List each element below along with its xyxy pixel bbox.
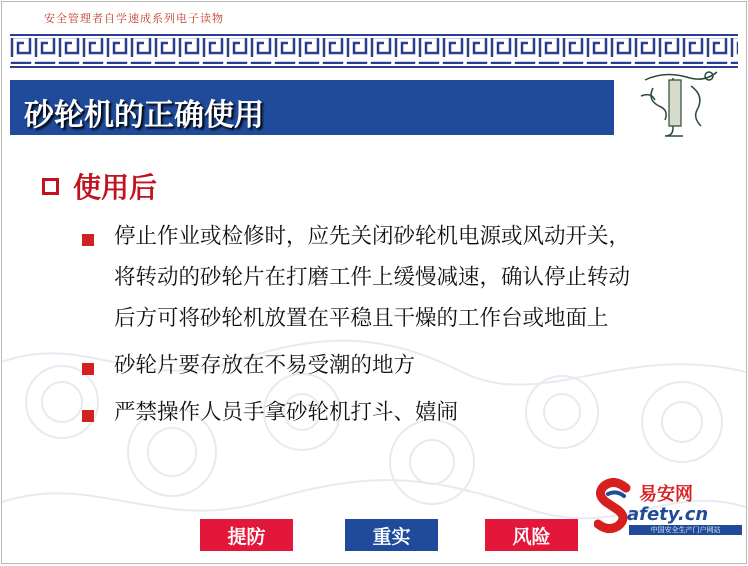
fret-border: [10, 33, 738, 69]
nav-button-tifang[interactable]: 提防: [200, 519, 293, 551]
nav-button-fengxian[interactable]: 风险: [485, 519, 578, 551]
bullet-text: [114, 392, 714, 433]
section-heading: [42, 166, 157, 206]
checkbox-icon: [42, 178, 59, 195]
title-bar: [10, 80, 614, 135]
nav-button-zhongshi[interactable]: 重实: [345, 519, 438, 551]
series-header: 安全管理者自学速成系列电子读物: [44, 12, 224, 25]
slide-title: 砂轮机的正确使用: [24, 98, 264, 133]
bullet-line: 停止作业或检修时，应先关闭砂轮机电源或风动开关，: [114, 224, 631, 249]
bullet-line: 严禁操作人员手拿砂轮机打斗、嬉闹: [114, 400, 459, 425]
logo-subtitle: 中国安全生产门户网站: [629, 525, 742, 535]
list-item: [82, 400, 722, 433]
square-bullet-icon: [82, 410, 94, 422]
logo-letter: S: [606, 509, 612, 518]
decorative-letter-icon: [635, 66, 725, 141]
slide: [1, 1, 747, 564]
bullet-text: [114, 345, 714, 386]
list-item: [82, 224, 722, 339]
list-item: [82, 353, 722, 386]
bullet-line: 将转动的砂轮片在打磨工件上缓慢减速，确认停止转动: [114, 265, 631, 290]
section-label: 使用后: [73, 171, 158, 204]
logo-domain: afety.cn: [627, 504, 709, 525]
logo-name: 易安网: [639, 484, 693, 505]
square-bullet-icon: [82, 234, 94, 246]
bullet-line: 后方可将砂轮机放置在平稳且干燥的工作台或地面上: [114, 306, 609, 331]
bullet-text: [114, 216, 714, 339]
bullet-line: 砂轮片要存放在不易受潮的地方: [114, 353, 416, 378]
bullet-list: [82, 224, 722, 447]
square-bullet-icon: [82, 363, 94, 375]
